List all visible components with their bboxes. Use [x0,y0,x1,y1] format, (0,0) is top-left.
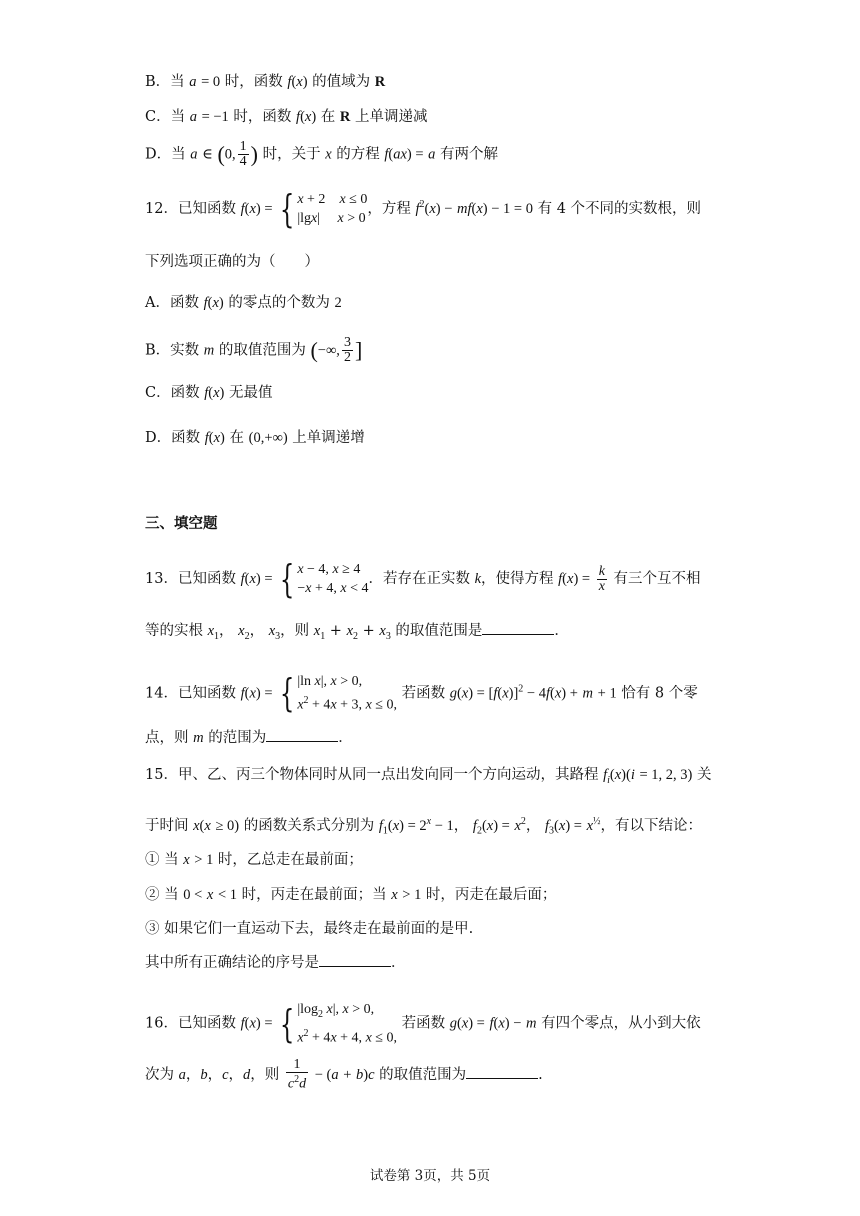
page-footer: 试卷第 3页，共 5页 [369,1168,491,1184]
option-12d: D．函数 f(x) 在 (0,+∞) 上单调递增 [145,430,365,446]
option-11d: D．当 a ∈ (0, $\frac{1}{4}$ ) 时，关于 x 的方程 f(ax) = a 有两个解 [145,139,499,169]
conclusion-1: ① 当 x > 1 时，乙总走在最前面； [145,852,363,868]
question-12-stem: 12．已知函数 f(x) = { x + 2 x ≤ 0 |lgx| x > 0 ，方程 $f^2(x) - mf(x) - 1 = 0$ 有 4 个不同的实数根，则 [145,187,702,231]
question-14-stem: 14．已知函数 f(x) = { |ln x|, x > 0, $x^2 + 4x + 3$, x ≤ 0, 若函数 $g(x) = [f(x)]^2 - 4f(x) + m + 1$ 恰有 8 个零 [145,671,698,716]
option-12b: B．实数 m 的取值范围为 (−∞, $\frac{3}{2}$ ] [145,335,363,365]
question-12-stem-cont: 下列选项正确的为（ ） [145,254,319,270]
option-11c: C．当 a = −1 时，函数 f(x) 在 R 上单调递减 [145,109,428,125]
option-12a: A．函数 f(x) 的零点的个数为 2 [145,295,342,311]
question-15-stem: 15．甲、乙、丙三个物体同时从同一点出发向同一个方向运动，其路程 $f_i(x)(i = 1$, 2, 3) 关 [145,767,712,786]
option-12c: C．函数 f(x) 无最值 [145,385,273,401]
question-16-stem: 16．已知函数 f(x) = { $|\log_2$ x|, x > 0, $x^2 + 4x + 4$, x ≤ 0, 若函数 g(x) = f(x) − m 有四个零点，从小到大依 [145,1001,701,1046]
question-13-stem: 13．已知函数 f(x) = { x − 4, x ≥ 4 −x + 4, x < 4 ．若存在正实数 k，使得方程 f(x) = $\frac{k}{x}$ 有三个互不相 [145,557,701,601]
conclusion-2: ② 当 0 < x < 1 时，丙走在最前面；当 x > 1 时，丙走在最后面； [145,887,557,903]
option-11b: B．当 a = 0 时，函数 f(x) 的值域为 R [145,74,386,90]
question-16-stem-cont: 次为 a，b，c，d，则 $\frac{1}{c^2d}$ − (a + b)c 的取值范围为 . [145,1057,543,1092]
section-title-fill-in: 三、填空题 [145,515,218,532]
conclusion-3: ③ 如果它们一直运动下去，最终走在最前面的是甲. [145,921,474,937]
question-14-stem-cont: 点，则 m 的范围为 ． [145,727,353,748]
question-13-stem-cont: 等的实根 $x_1$， $x_2$， $x_3$，则 $x_1 + x_2 + x_3$ 的取值范围是 ． [145,620,569,647]
question-15-stem-cont: 于时间 x(x ≥ 0) 的函数关系式分别为 $f_1(x) = 2^x - 1$， $f_2(x) = x^2$， $f_3(x) = x^{\frac{1}{2}}$，有以下结论： [145,816,703,837]
question-15-answer-line: 其中所有正确结论的序号是 ． [145,952,406,973]
